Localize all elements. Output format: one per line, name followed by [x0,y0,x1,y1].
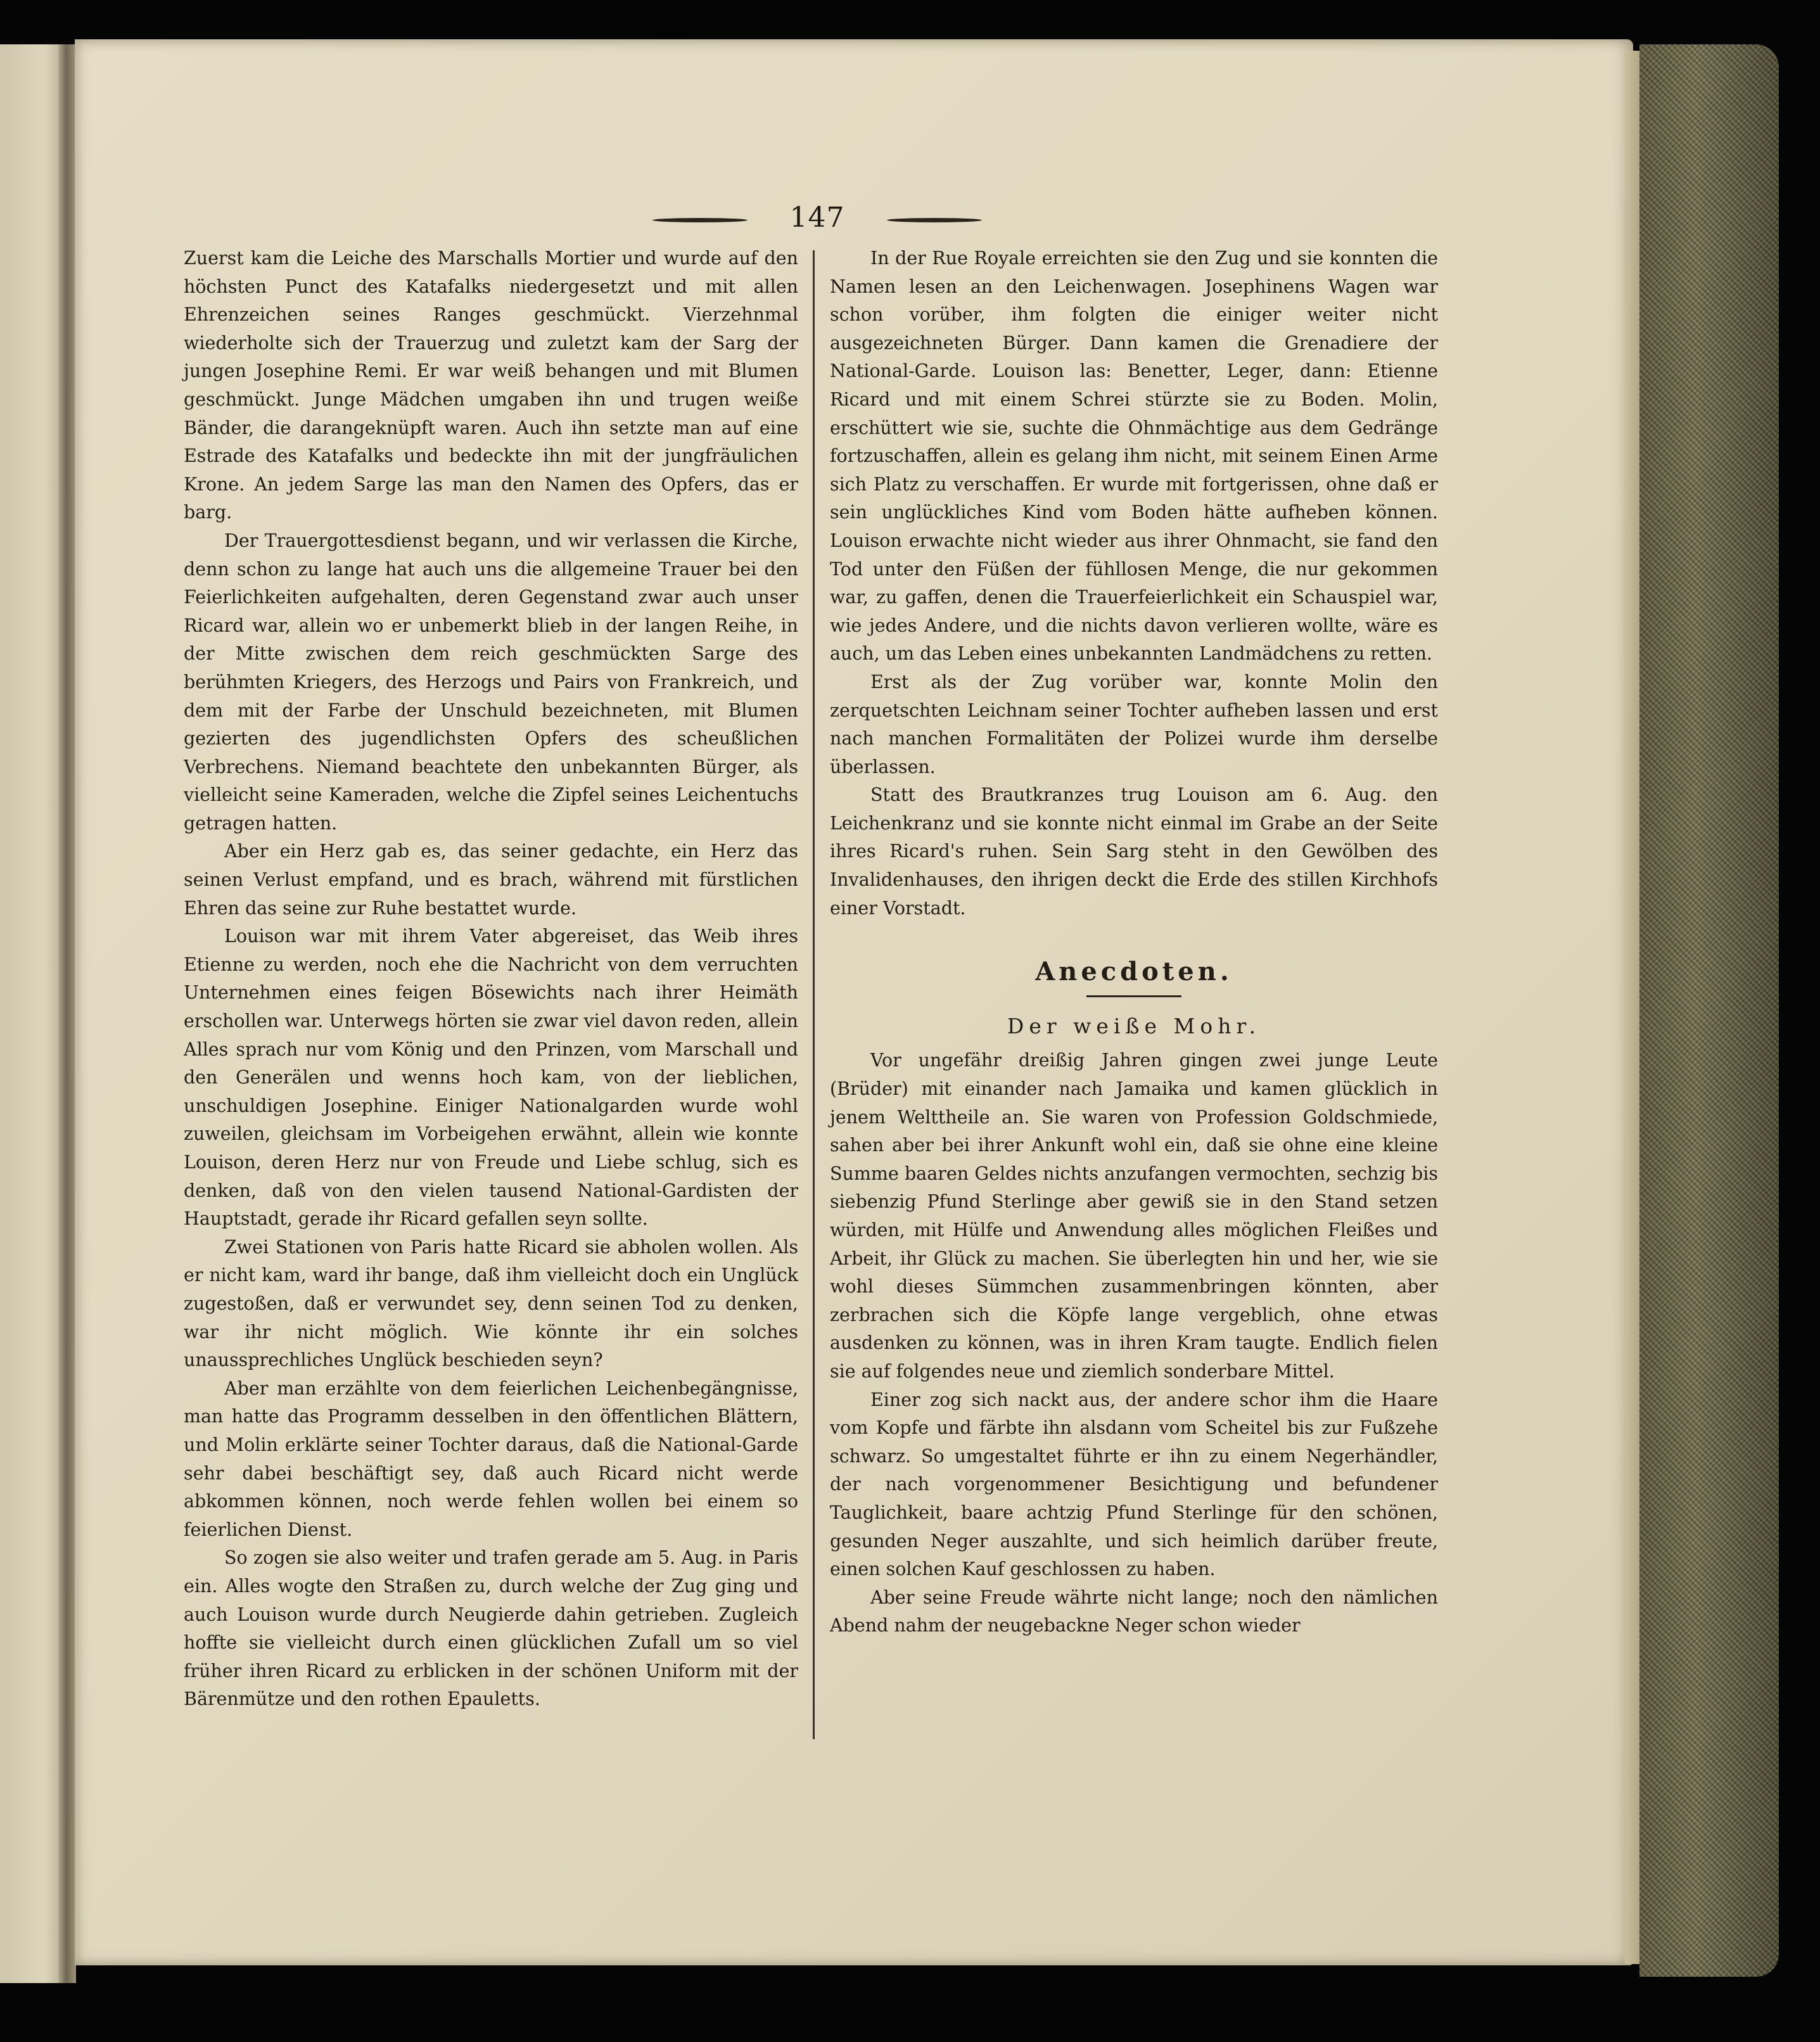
paragraph: Zuerst kam die Leiche des Marschalls Mortier und wurde auf den höchsten Punct des Katafalks niedergesetzt und mit allen Ehrenzeichen seines Ranges geschmückt. Vierzehnmal wiederholte sich der Trauerzug und zuletzt kam der Sarg der jungen Josephine Remi. Er war weiß behangen und mit Blumen geschmückt. Junge Mädchen umgaben ihn und trugen weiße Bänder, die darangeknüpft waren. Auch ihn setzte man auf eine Estrade des Katafalks und bedeckte ihn mit der jungfräulichen Krone. An jedem Sarge las man den Namen des Opfers, das er barg. [184,248,798,523]
section-heading: Anecdoten. [1035,957,1233,987]
paragraph: Louison war mit ihrem Vater abgereiset, das Weib ihres Etienne zu werden, noch ehe die Nachricht von dem verruchten Unternehmen eines feigen Bösewichts nach ihrer Heimäth erschollen war. Unterwegs hörten sie zwar viel davon reden, allein Alles sprach nur vom König und den Prinzen, vom Marschall und den Generälen und wenns hoch kam, von der lieblichen, unschuldigen Josephine. Einiger Nationalgarden wurde wohl zuweilen, gleichsam im Vorbeigehen erwähnt, allein wie konnte Louison, deren Herz nur von Freude und Liebe schlug, sich es denken, daß von den vielen tausend National-Gardisten der Hauptstadt, gerade ihr Ricard gefallen seyn sollte. [184,926,798,1230]
section-divider [1086,995,1181,997]
paragraph: Aber ein Herz gab es, das seiner gedachte, ein Herz das seinen Verlust empfand, und es brach, während mit fürstlichen Ehren das seine zur Ruhe bestattet wurde. [184,841,798,919]
left-page-margin [0,44,63,1983]
paragraph: Aber man erzählte von dem feierlichen Leichenbegängnisse, man hatte das Programm desselben in den öffentlichen Blättern, und Molin erklärte seiner Tochter daraus, daß die National-Garde sehr dabei beschäftigt sey, daß auch Ricard nicht werde abkommen können, noch werde fehlen wollen bei einem so feierlichen Dienst. [184,1377,798,1540]
article-title: Der weiße Mohr. [1007,1013,1261,1038]
paragraph: Zwei Stationen von Paris hatte Ricard sie abholen wollen. Als er nicht kam, ward ihr bange, daß ihm vielleicht doch ein Unglück zugestoßen, daß er verwundet sey, denn seinen Tod zu denken, war ihr nicht möglich. Wie könnte ihr ein solches unaussprechliches Unglück beschieden seyn? [184,1236,798,1371]
paragraph: Vor ungefähr dreißig Jahren gingen zwei junge Leute (Brüder) mit einander nach Jamaika und kamen glücklich in jenem Welttheile an. Sie waren von Profession Goldschmiede, sahen aber bei ihrer Ankunft wohl ein, daß sie ohne eine kleine Summe baaren Geldes nichts anzufangen vermochten, sechzig bis siebenzig Pfund Sterlinge aber gewiß sie in den Stand setzen würden, mit Hülfe und Anwendung alles möglichen Fleißes und Arbeit, ihr Glück zu machen. Sie überlegten hin und her, wie sie wohl dieses Sümmchen zusammenbringen könnten, aber zerbrachen sich die Köpfe lange vergeblich, ohne etwas ausdenken zu können, was in ihren Kram taugte. Endlich fielen sie auf folgendes neue und ziemlich sonderbare Mittel. [830,1050,1438,1382]
paragraph: In der Rue Royale erreichten sie den Zug und sie konnten die Namen lesen an den Leichenwagen. Josephinens Wagen war schon vorüber, ihm folgten die einiger weiter nicht ausgezeichneten Bürger. Dann kamen die Grenadiere der National-Garde. Louison las: Benetter, Leger, dann: Etienne Ricard und mit einem Schrei stürzte sie zu Boden. Molin, erschüttert wie sie, suchte die Ohnmächtige aus dem Gedränge fortzuschaffen, allein es gelang ihm nicht, mit seinem Einen Arme sich Platz zu verschaffen. Er wurde mit fortgerissen, ohne daß er sein unglückliches Kind vom Boden hätte aufheben können. Louison erwachte nicht wieder aus ihrer Ohnmacht, sie fand den Tod unter den Füßen der fühllosen Menge, die nur gekommen war, zu gaffen, denen die Trauerfeierlichkeit ein Schauspiel war, wie jedes Andere, und die nichts davon verlieren wollte, wäre es auch, um das Leben eines unbekannten Landmädchens zu retten. [830,248,1438,665]
page-number: 147 [789,201,845,234]
paragraph: So zogen sie also weiter und trafen gerade am 5. Aug. in Paris ein. Alles wogte den Straßen zu, durch welche der Zug ging und auch Louison wurde durch Neugierde dahin getrieben. Zugleich hoffte sie vielleicht durch einen glücklichen Zufall um so viel früher ihren Ricard zu erblicken in der schönen Uniform mit der Bärenmütze und den rothen Epauletts. [184,1547,798,1710]
header-ornament-right [887,218,982,222]
header-ornament-left [652,218,748,222]
page-header [652,201,982,239]
paragraph: Der Trauergottesdienst begann, und wir verlassen die Kirche, denn schon zu lange hat auch uns die allgemeine Trauer bei den Feierlichkeiten aufgehalten, deren Gegenstand zwar auch unser Ricard war, allein wo er unbemerkt blieb in der langen Reihe, in der Mitte zwischen dem reich geschmückten Sarge des berühmten Kriegers, des Herzogs und Pairs von Frankreich, und dem mit der Farbe der Unschuld bezeichneten, mit Blumen gezierten des jugendlichsten Opfers des scheußlichen Verbrechens. Niemand beachtete den unbekannten Bürger, als vielleicht seine Kameraden, welche die Zipfel seines Leichentuchs getragen hatten. [184,530,798,834]
paragraph: Aber seine Freude währte nicht lange; noch den nämlichen Abend nahm der neugebackne Neger schon wieder [830,1586,1438,1637]
paragraph: Erst als der Zug vorüber war, konnte Molin den zerquetschten Leichnam seiner Tochter aufheben lassen und erst nach manchen Formalitäten der Polizei wurde ihm derselbe überlassen. [830,671,1438,777]
paragraph: Statt des Brautkranzes trug Louison am 6. Aug. den Leichenkranz und sie konnte nicht einmal im Grabe an der Seite ihres Ricard's ruhen. Sein Sarg steht in den Gewölben des Invalidenhauses, den ihrigen deckt die Erde des stillen Kirchhofs einer Vorstadt. [830,784,1438,919]
paragraph: Einer zog sich nackt aus, der andere schor ihm die Haare vom Kopfe und färbte ihn alsdann vom Scheitel bis zur Fußzehe schwarz. So umgestaltet führte er ihn zu einem Negerhändler, der nach vorgenommener Besichtigung und befundener Tauglichkeit, baare achtzig Pfund Sterlinge für den schönen, gesunden Neger auszahlte, und sich heimlich darüber freute, einen solchen Kauf geschlossen zu haben. [830,1389,1438,1580]
column-divider [813,250,815,1739]
book-cover-edge [1639,44,1779,1977]
book-gutter [58,44,76,1983]
right-text-column [830,245,1438,1640]
left-text-column [184,245,798,1714]
